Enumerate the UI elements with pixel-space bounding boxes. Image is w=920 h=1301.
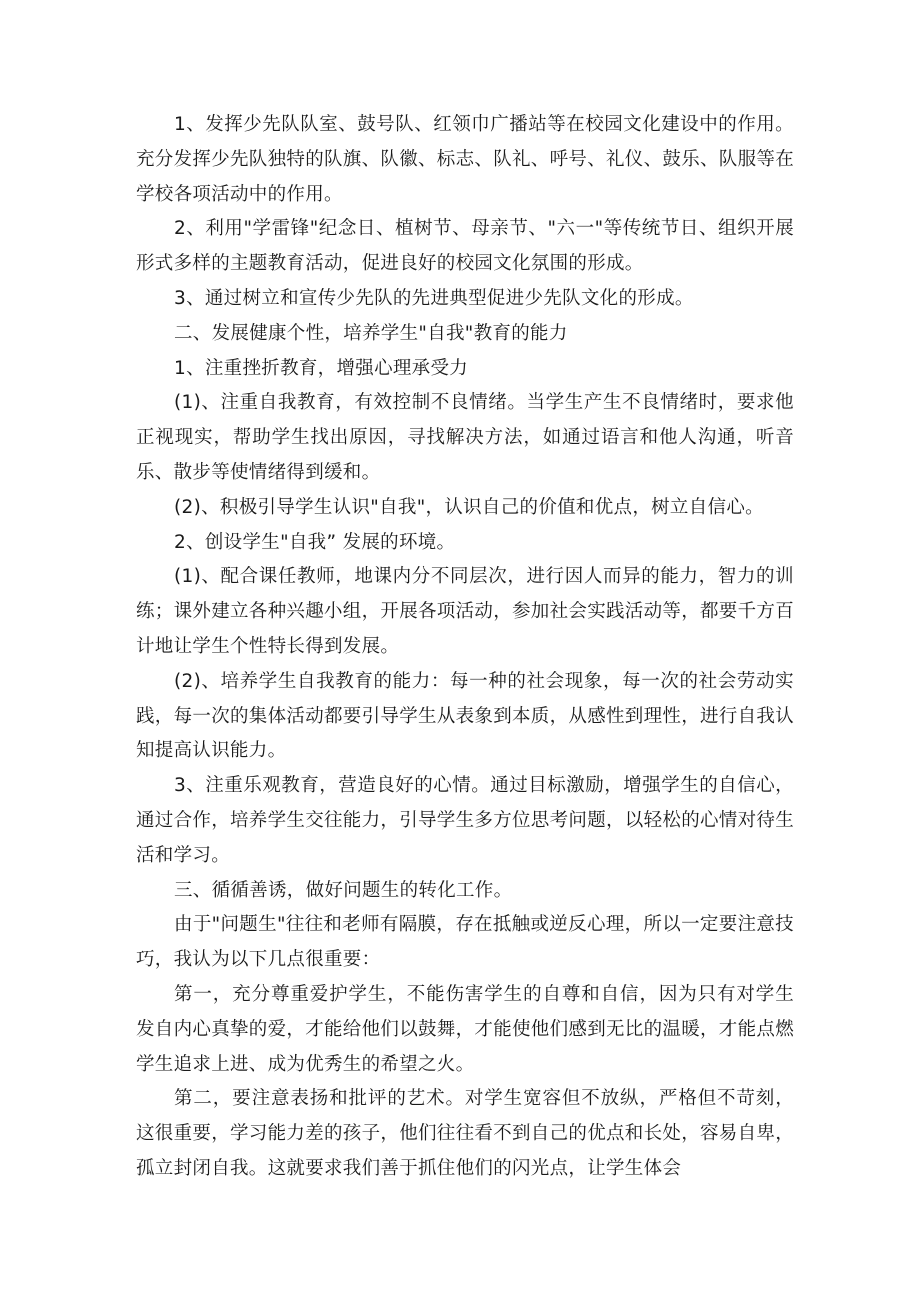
paragraph-1: 1、发挥少先队队室、鼓号队、红领巾广播站等在校园文化建设中的作用。充分发挥少先队独特的队旗、队徽、标志、队礼、呼号、礼仪、鼓乐、队服等在学校各项活动中的作用。 [136,114,795,205]
section-heading-2: 二、发展健康个性，培养学生"自我"教育的能力 [174,322,568,344]
subheading-1: 1、注重挫折教育，增强心理承受力 [174,357,469,379]
paragraph-3: 3、通过树立和宣传少先队的先进典型促进少先队文化的形成。 [174,287,694,309]
subheading-2: 2、创设学生"自我” 发展的环境。 [174,531,456,553]
paragraph-2: 2、利用"学雷锋"纪念日、植树节、母亲节、"六一"等传统节日、组织开展形式多样的主题教育活动，促进良好的校园文化氛围的形成。 [136,218,794,275]
section-heading-3: 三、循循善诱，做好问题生的转化工作。 [174,879,513,901]
paragraph-13: 由于"问题生"往往和老师有隔膜，存在抵触或逆反心理，所以一定要注意技巧，我认为以下几点很重要： [136,914,794,971]
document-body [136,108,794,1187]
paragraph-11: 3、注重乐观教育，营造良好的心情。通过目标激励，增强学生的自信心，通过合作，培养学生交往能力，引导学生多方位思考问题，以轻松的心情对待生活和学习。 [136,775,795,866]
paragraph-15: 第二，要注意表扬和批评的艺术。对学生宽容但不放纵，严格但不苛刻，这很重要，学习能力差的孩子，他们往往看不到自己的优点和长处，容易自卑，孤立封闭自我。这就要求我们善于抓住他们的闪光点，让学生体会 [136,1088,795,1179]
paragraph-7: (2)、积极引导学生认识"自我"，认识自己的价值和优点，树立自信心。 [174,496,764,518]
paragraph-6: (1)、注重自我教育，有效控制不良情绪。当学生产生不良情绪时，要求他正视现实，帮助学生找出原因，寻找解决方法，如通过语言和他人沟通，听音乐、散步等使情绪得到缓和。 [136,392,794,483]
paragraph-9: (1)、配合课任教师，地课内分不同层次，进行因人而异的能力，智力的训练；课外建立各种兴趣小组，开展各项活动，参加社会实践活动等，都要千方百计地让学生个性特长得到发展。 [136,566,795,657]
paragraph-10: (2)、培养学生自我教育的能力：每一种的社会现象，每一次的社会劳动实践，每一次的集体活动都要引导学生从表象到本质，从感性到理性，进行自我认知提高认识能力。 [136,670,795,762]
paragraph-14: 第一，充分尊重爱护学生，不能伤害学生的自尊和自信，因为只有对学生发自内心真挚的爱，才能给他们以鼓舞，才能使他们感到无比的温暖，才能点燃学生追求上进、成为优秀生的希望之火。 [136,983,795,1075]
